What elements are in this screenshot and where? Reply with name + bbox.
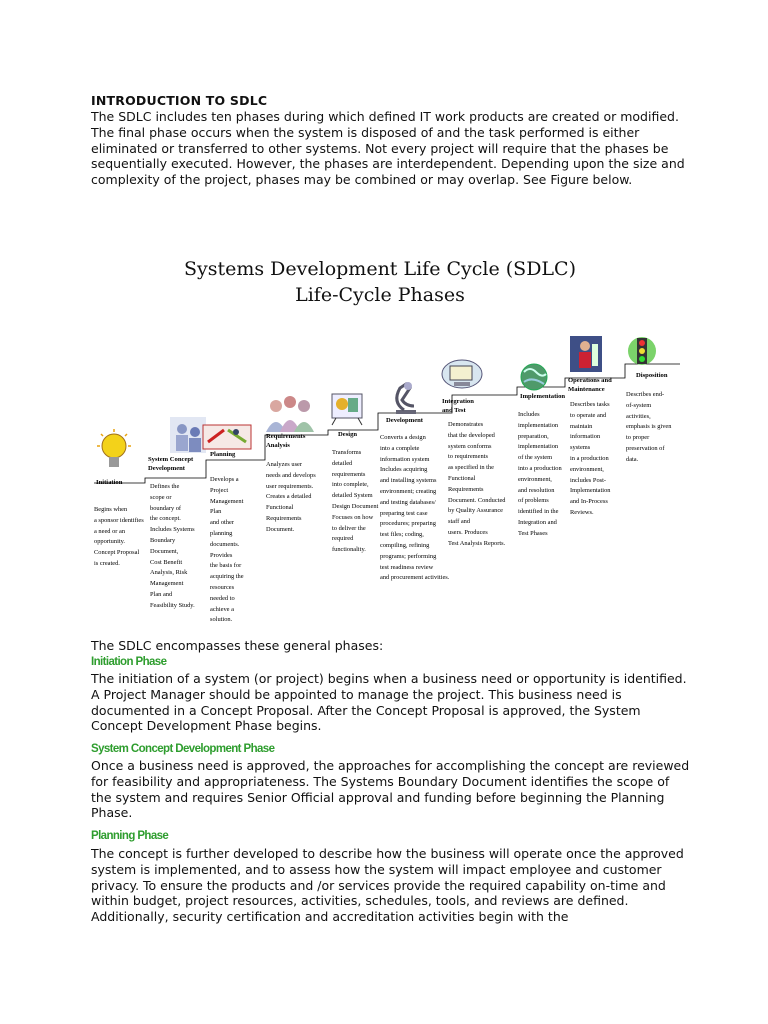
section-text-system-concept: Once a business need is approved, the approaches for accomplishing the concept are reviewed for feasibility and appropriateness. The Systems Boundary Document identifies the scope of the system and requires Senior Official approval and funding before beginning the Planning Phase. xyxy=(91,758,690,821)
intro-heading: INTRODUCTION TO SDLC xyxy=(91,93,268,108)
section-heading-planning: Planning Phase xyxy=(91,830,169,842)
figure-subtitle: Life-Cycle Phases xyxy=(295,284,465,306)
phase-desc-operations: Describes tasks to operate and maintain information systems in a production environment, includes Post- Implementation and In-Process Reviews. xyxy=(570,401,611,516)
phase-name-implementation: Implementation xyxy=(520,393,566,400)
phase-name-design: Design xyxy=(338,431,358,438)
section-text-planning: The concept is further developed to describe how the business will operate once the approved system is implemented, and to assess how the system will impact employee and customer privacy. To ensure the products and /or services provide the required capability on-time and within budget, project resources, activities, schedules, tools, and reviews are defined. Additionally, security certification and accreditation activities begin with the xyxy=(91,846,684,925)
phase-name-initiation: Initiation xyxy=(96,479,123,486)
phase-desc-integration: Demonstrates that the developed system conforms to requirements as specified in the Functional Requirements Document. Conducted by Quality Assurance staff and users. Produces Test Analysis Reports. xyxy=(448,421,506,547)
phase-name-planning: Planning xyxy=(210,451,236,458)
phase-name-integration: Integration and Test xyxy=(442,398,474,414)
phase-desc-disposition: Describes end- of-system activities, emphasis is given to proper preservation of data. xyxy=(626,391,672,463)
figure-title: Systems Development Life Cycle (SDLC) xyxy=(183,258,576,280)
phase-desc-design: Transforms detailed requirements into complete, detailed System Design Document Focuses on how to deliver the required functionality. xyxy=(332,449,379,554)
phase-name-development: Development xyxy=(386,417,423,424)
drafting-icon xyxy=(328,388,368,426)
phase-desc-initiation: Begins when a sponsor identifies a need or an opportunity. Concept Proposal is created. xyxy=(94,506,144,567)
phase-name-disposition: Disposition xyxy=(636,372,668,379)
section-text-initiation: The initiation of a system (or project) begins when a business need or opportunity is identified. A Project Manager should be appointed to manage the project. This business need is documented in a Concept Proposal. After the Concept Proposal is approved, the System Concept Development Phase begins. xyxy=(91,671,687,734)
traffic-light-icon xyxy=(622,334,662,368)
section-heading-initiation: Initiation Phase xyxy=(91,656,167,668)
tools-icon xyxy=(202,424,252,450)
sdlc-figure xyxy=(80,250,760,630)
group-icon xyxy=(264,392,316,434)
phase-desc-planning: Develops a Project Management Plan and other planning documents. Provides the basis for acquiring the resources needed to achieve a solution. xyxy=(210,476,244,624)
globe-icon xyxy=(516,362,552,392)
phase-desc-development: Converts a design into a complete information system Includes acquiring and installing systems environment; creating and testing databases/ preparing test case procedures; preparing test files; coding, compiling, refining programs; performing test readiness review and procurement activities. xyxy=(380,434,450,582)
lightbulb-icon xyxy=(94,428,134,476)
general-phases-lead: The SDLC encompasses these general phases: xyxy=(91,638,384,653)
phase-desc-system-concept: Defines the scope or boundary of the concept. Includes Systems Boundary Document, Cost Benefit Analysis, Risk Management Plan and Feasibility Study. xyxy=(150,483,195,609)
intro-paragraph: The SDLC includes ten phases during which defined IT work products are created or modified. The final phase occurs when the system is disposed of and the task performed is either eliminated or transferred to other systems. Not every project will require that the phases be sequentially executed. However, the phases are interdependent. Depending upon the size and complexity of the project, phases may be combined or may overlap. See Figure below. xyxy=(91,109,685,188)
phase-desc-requirements: Analyzes user needs and develops user requirements. Creates a detailed Functional Requirements Document. xyxy=(266,461,316,533)
phase-desc-implementation: Includes implementation preparation, implementation of the system into a production environment, and resolution of problems identified in the Integration and Test Phases xyxy=(518,411,562,537)
worker-icon xyxy=(568,334,604,374)
phase-name-system-concept: System Concept Development xyxy=(148,456,194,472)
microscope-icon xyxy=(386,378,422,416)
phase-name-requirements: Requirements Analysis xyxy=(266,433,306,449)
computer-icon xyxy=(440,358,484,392)
section-heading-system-concept: System Concept Development Phase xyxy=(91,743,275,755)
phase-name-operations: Operations and Maintenance xyxy=(568,377,612,393)
